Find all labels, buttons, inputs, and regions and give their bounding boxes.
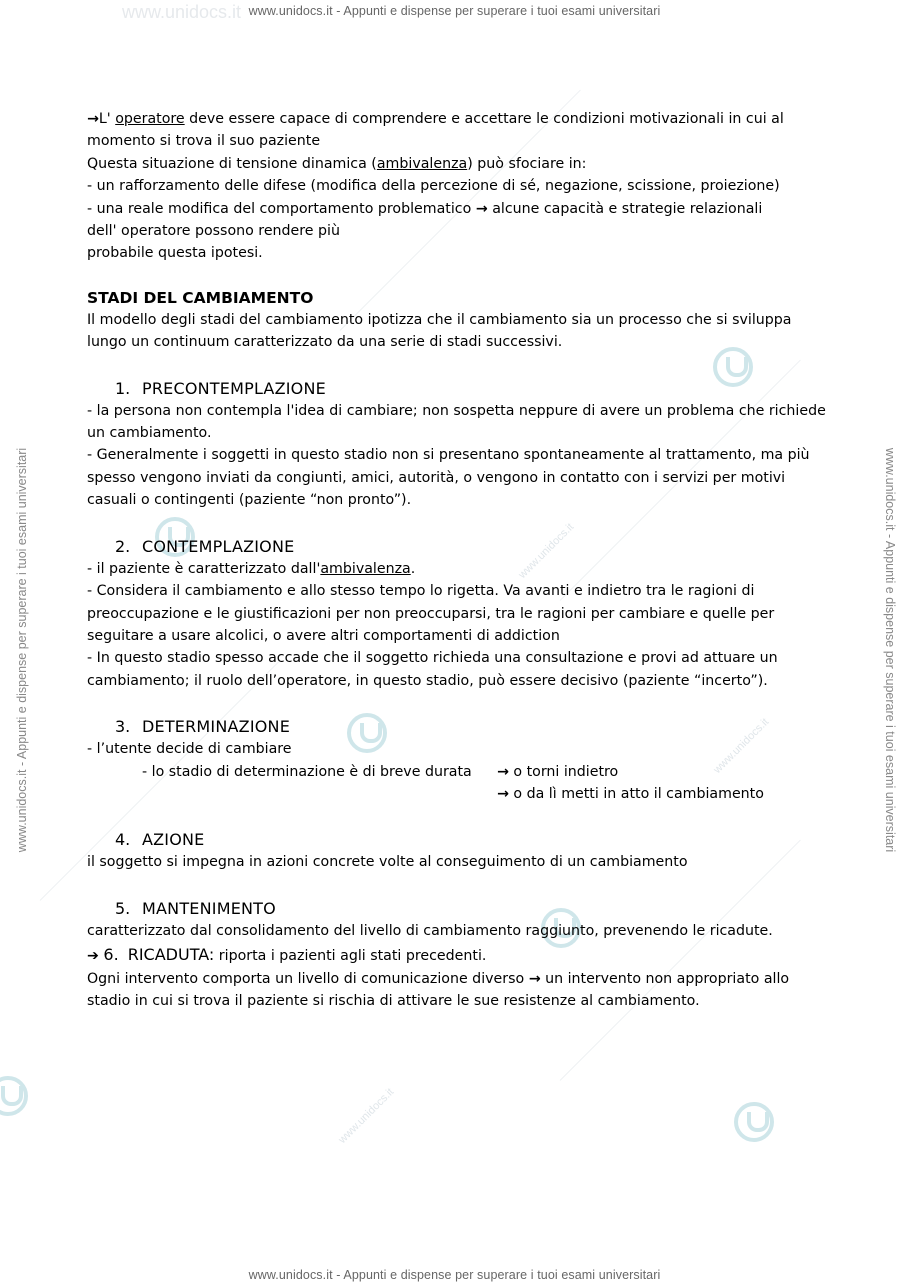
modification-text: - una reale modifica del comportamento problematico <box>87 200 472 217</box>
stage-text: - l’utente decide di cambiare <box>87 741 292 758</box>
list-item <box>87 829 827 873</box>
watermark-text: www.unidocs.it <box>336 1086 397 1146</box>
modification-line <box>87 198 827 220</box>
left-side-banner: www.unidocs.it - Appunti e dispense per superare i tuoi esami universitari <box>15 447 29 853</box>
document-body <box>87 108 827 1012</box>
watermark-text: www.unidocs.it <box>711 716 772 776</box>
stages-list <box>87 378 827 968</box>
ambivalenza-term: ambivalenza <box>376 155 468 172</box>
closing-paragraph <box>87 968 827 1013</box>
stage-number: 5. <box>115 898 131 918</box>
relapse-title: RICADUTA: <box>127 945 215 965</box>
arrow-icon: → <box>87 111 99 127</box>
closing-text: un intervento non appropriato allo stadio in cui si trova il paziente si rischia di attivare le sue resistenze al cambiamento. <box>87 970 790 1009</box>
watermark-logo-icon <box>0 1076 28 1116</box>
section-intro: Il modello degli stadi del cambiamento ipotizza che il cambiamento sia un processo che si sviluppa lungo un continuum caratterizzato da una serie di stadi successivi. <box>87 311 792 351</box>
relapse-line <box>87 944 827 967</box>
intro-text: deve essere capace di comprendere e accettare le condizioni motivazionali in cui al momento si trova il suo paziente <box>87 111 784 150</box>
option-line <box>497 761 618 783</box>
list-item <box>87 536 827 692</box>
footer-banner: www.unidocs.it - Appunti e dispense per superare i tuoi esami universitari <box>248 1268 661 1282</box>
header-banner: www.unidocs.it - Appunti e dispense per superare i tuoi esami universitari <box>248 4 661 18</box>
determination-row <box>87 783 827 805</box>
watermark-text: www.unidocs.it <box>516 521 577 581</box>
option-text: o da lì metti in atto il cambiamento <box>513 785 764 802</box>
watermark-logo-icon <box>734 1102 774 1142</box>
stage-text: - In questo stadio spesso accade che il soggetto richieda una consultazione e provi ad attuare un cambiamento; il ruolo dell’operatore, in questo stadio, può essere decisivo (paziente “incerto”). <box>87 650 778 689</box>
stage-text: - lo stadio di determinazione è di breve durata <box>142 763 472 780</box>
stage-title: MANTENIMENTO <box>142 898 276 918</box>
stage-title: AZIONE <box>142 830 205 850</box>
stage-number: 3. <box>115 717 131 737</box>
watermark-ghost-top: www.unidocs.it <box>122 2 242 22</box>
arrow-icon: → <box>475 200 488 217</box>
list-item <box>87 716 827 805</box>
relapse-number: 6. <box>103 945 119 965</box>
stage-text: - Generalmente i soggetti in questo stadio non si presentano spontaneamente al trattamento, ma più spesso vengono inviati da congiunti, amici, autorità, o vengono in contatto con i servizi per motivi casuali o contingenti (paziente “non pronto”). <box>87 447 810 509</box>
stage-title: PRECONTEMPLAZIONE <box>142 378 326 398</box>
arrow-icon: → <box>497 763 509 780</box>
stage-text: - Considera il cambiamento e allo stesso tempo lo rigetta. Va avanti e indietro tra le ragioni di preoccupazione e le giustificazioni per non preoccuparsi, tra le ragioni per cambiare e quelle per seguitare a usare alcolici, o avere altri comportamenti di addiction <box>87 583 775 644</box>
defense-line: - un rafforzamento delle difese (modifica della percezione di sé, negazione, scissione, proiezione) <box>87 178 780 195</box>
ambivalenza-term: ambivalenza <box>320 560 411 577</box>
right-side-banner: www.unidocs.it - Appunti e dispense per superare i tuoi esami universitari <box>883 447 897 853</box>
ambivalence-text: ) può sfociare in: <box>467 155 587 172</box>
list-item <box>87 898 827 968</box>
modification-continuation: probabile questa ipotesi. <box>87 245 263 262</box>
stage-number: 1. <box>115 378 131 398</box>
option-text: o torni indietro <box>513 763 619 780</box>
list-item <box>87 378 827 512</box>
intro-text: L' <box>98 111 116 127</box>
operatore-term: operatore <box>115 111 185 127</box>
stage-text: - la persona non contempla l'idea di cambiare; non sospetta neppure di avere un problema che richiede un cambiamento. <box>87 402 826 442</box>
option-line <box>497 783 764 805</box>
modification-result: alcune capacità e strategie relazionali <box>487 200 763 217</box>
section-title: STADI DEL CAMBIAMENTO <box>87 288 314 307</box>
relapse-text: riporta i pazienti agli stati precedenti. <box>214 948 487 965</box>
bold-arrow-icon: ➔ <box>87 948 99 965</box>
determination-row <box>87 761 827 783</box>
stage-number: 4. <box>115 830 131 850</box>
intro-paragraph <box>87 108 827 153</box>
stage-title: DETERMINAZIONE <box>142 717 291 737</box>
stage-title: CONTEMPLAZIONE <box>142 536 295 556</box>
stage-text-part: - il paziente è caratterizzato dall' <box>87 560 321 577</box>
stage-text-part: . <box>410 560 416 577</box>
ambivalence-line <box>87 153 827 175</box>
stage-text: il soggetto si impegna in azioni concrete volte al conseguimento di un cambiamento <box>87 854 688 871</box>
stage-number: 2. <box>115 536 131 556</box>
stage-text <box>87 558 827 580</box>
closing-text: Ogni intervento comporta un livello di comunicazione diverso <box>87 970 525 987</box>
arrow-icon: → <box>497 785 509 802</box>
arrow-icon: → <box>528 970 541 987</box>
stage-text: caratterizzato dal consolidamento del livello di cambiamento raggiunto, prevenendo le ricadute. <box>87 922 773 939</box>
modification-continuation: dell' operatore possono rendere più <box>87 223 340 240</box>
ambivalence-text: Questa situazione di tensione dinamica ( <box>87 155 377 172</box>
